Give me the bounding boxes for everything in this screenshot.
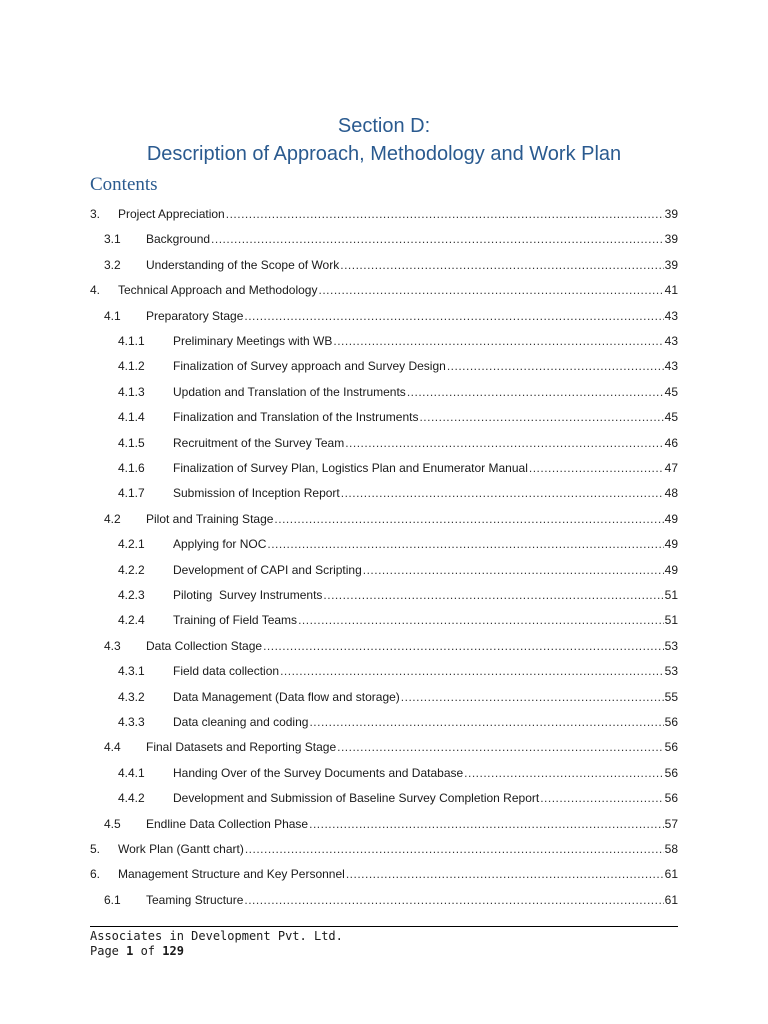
toc-entry[interactable] [118,713,678,731]
toc-entry[interactable] [90,281,678,299]
toc-entry-leader [363,561,664,579]
toc-entry[interactable] [118,561,678,579]
toc-entry-number: 3.1 [104,232,121,247]
toc-entry-page: 57 [664,816,678,831]
section-label: Section D: [337,115,431,137]
toc-entry-title: Field data collection [173,664,280,679]
toc-entry-number: 4.3 [104,638,121,653]
toc-entry-page: 39 [664,257,678,272]
toc-entry-page: 45 [664,384,678,399]
toc-entry-title: Data Collection Stage [146,638,263,653]
toc-entry-page: 48 [664,486,678,501]
toc-entry-leader [244,307,663,325]
toc-entry-number: 6. [90,867,101,882]
toc-entry[interactable] [118,586,678,604]
toc-entry-leader [346,865,664,883]
toc-entry-leader [337,738,664,756]
contents-heading: Contents [90,174,158,195]
toc-entry-number: 4.2.3 [118,588,145,602]
toc-entry[interactable] [104,230,678,248]
toc-entry-page: 43 [664,359,678,374]
footer-page-of: of [133,944,163,958]
toc-entry-number: 4.2.4 [118,613,145,628]
footer-company: Associates in Development Pvt. Ltd. [90,929,343,943]
toc-entry-title: Development of CAPI and Scripting [173,562,362,577]
toc-entry-title: Development and Submission of Baseline Survey Completion Report [173,791,540,806]
toc-entry-number: 4.4 [104,740,121,755]
toc-entry-title: Applying for NOC [173,537,267,552]
toc-entry-number: 4.1.4 [118,410,145,425]
toc-entry-page: 61 [664,892,678,907]
toc-entry-number: 5. [90,842,101,856]
toc-entry-title: Piloting Survey Instruments [173,588,323,602]
toc-entry-number: 4.1.1 [118,334,145,348]
toc-entry-page: 46 [664,435,678,450]
toc-entry-title: Finalization of Survey approach and Survey Design [173,359,446,374]
toc-entry-leader [244,891,663,909]
toc-entry-title: Management Structure and Key Personnel [118,867,345,882]
toc-entry-page: 39 [664,207,678,221]
toc-entry-page: 51 [664,613,678,628]
toc-entry-page: 43 [664,308,678,323]
footer-page-prefix: Page [90,944,127,958]
toc-entry-number: 3.2 [104,257,121,272]
toc-entry-number: 4.4.1 [118,765,145,780]
toc-entry-leader [529,459,664,477]
toc-entry-page: 51 [664,588,678,602]
toc-entry-number: 6.1 [104,892,121,907]
toc-entry[interactable] [104,637,678,655]
toc-entry-title: Background [146,232,211,247]
toc-entry[interactable] [104,738,678,756]
toc-entry-page: 55 [664,689,678,704]
toc-entry-title: Teaming Structure [146,892,244,907]
toc-entry-page: 58 [664,842,678,856]
toc-entry-title: Data Management (Data flow and storage) [173,689,400,704]
toc-entry-page: 56 [664,791,678,806]
toc-entry[interactable] [104,307,678,325]
toc-entry-number: 4.1.5 [118,435,145,450]
toc-entry-leader [323,586,663,604]
toc-entry-page: 56 [664,740,678,755]
toc-entry[interactable] [104,256,678,274]
toc-entry[interactable] [104,891,678,909]
toc-entry-page: 45 [664,410,678,425]
toc-entry-title: Finalization of Survey Plan, Logistics Plan and Enumerator Manual [173,461,528,475]
toc-entry-leader [263,637,664,655]
toc-entry-leader [340,256,663,274]
toc-entry-leader [280,662,664,680]
toc-entry-page: 43 [664,334,678,348]
toc-entry-page: 49 [664,562,678,577]
toc-entry[interactable] [118,789,678,807]
toc-entry-leader [407,383,664,401]
toc-entry-number: 4.2.2 [118,562,145,577]
toc-entry[interactable] [118,357,678,375]
toc-entry-page: 53 [664,664,678,679]
toc-entry-leader [274,510,663,528]
footer-page-total: 129 [162,944,184,958]
toc-entry-title: Updation and Translation of the Instruments [173,384,406,399]
toc-entry-title: Understanding of the Scope of Work [146,257,340,272]
toc-entry[interactable] [118,688,678,706]
toc-entry-title: Preparatory Stage [146,308,244,323]
toc-entry-title: Recruitment of the Survey Team [173,435,345,450]
toc-entry[interactable] [118,662,678,680]
toc-entry-page: 49 [664,537,678,552]
toc-entry-number: 4.3.1 [118,664,145,679]
toc-entry-leader [309,815,664,833]
toc-entry[interactable] [90,840,678,858]
toc-entry-page: 61 [664,867,678,882]
page-footer [90,926,678,959]
toc-entry-title: Submission of Inception Report [173,486,340,501]
toc-entry-number: 4.1.7 [118,486,145,501]
toc-entry-leader [419,408,663,426]
toc-entry-page: 56 [664,765,678,780]
toc-entry[interactable] [118,459,678,477]
toc-entry-leader [226,205,664,223]
toc-entry-leader [211,230,664,248]
toc-entry-leader [267,535,663,553]
toc-entry-number: 4.5 [104,816,121,831]
toc-entry[interactable] [104,510,678,528]
toc-entry[interactable] [118,535,678,553]
toc-entry-page: 53 [664,638,678,653]
footer-page-number [90,944,678,959]
toc-entry-leader [345,434,663,452]
toc-entry-number: 4.2.1 [118,537,145,552]
toc-entry-leader [401,688,664,706]
toc-entry-page: 41 [664,283,678,298]
toc-entry-leader [447,357,664,375]
toc-entry[interactable] [118,383,678,401]
toc-entry-page: 56 [664,715,678,729]
toc-entry-leader [298,611,664,629]
toc-entry-title: Pilot and Training Stage [146,511,274,526]
toc-entry-number: 3. [90,207,101,221]
toc-entry-number: 4.1.2 [118,359,145,374]
toc-entry-title: Work Plan (Gantt chart) [118,842,244,856]
section-title: Description of Approach, Methodology and Work Plan [146,143,622,165]
toc-entry-leader [333,332,663,350]
toc-entry-leader [318,281,663,299]
toc-entry-number: 4.3.3 [118,715,145,729]
toc-entry-number: 4.2 [104,511,121,526]
toc-entry-title: Handing Over of the Survey Documents and Database [173,765,464,780]
toc-entry[interactable] [118,611,678,629]
toc-entry-title: Data cleaning and coding [173,715,309,729]
toc-entry-leader [309,713,663,731]
toc-entry-number: 4.4.2 [118,791,145,806]
toc-entry-leader [464,764,663,782]
footer-page-current: 1 [126,944,134,958]
toc-entry-number: 4.1 [104,308,121,323]
toc-entry-title: Project Appreciation [118,207,225,221]
toc-entry[interactable] [118,484,678,502]
toc-entry-title: Final Datasets and Reporting Stage [146,740,337,755]
toc-entry[interactable] [90,865,678,883]
toc-entry-page: 39 [664,232,678,247]
toc-entry-title: Technical Approach and Methodology [118,283,318,298]
toc-entry[interactable] [118,332,678,350]
toc-entry-leader [245,840,664,858]
toc-entry[interactable] [104,815,678,833]
toc-entry[interactable] [118,434,678,452]
toc-entry-number: 4. [90,283,101,298]
toc-entry-title: Preliminary Meetings with WB [173,334,333,348]
toc-entry-title: Finalization and Translation of the Instruments [173,410,419,425]
toc-entry-title: Endline Data Collection Phase [146,816,309,831]
toc-entry-number: 4.3.2 [118,689,145,704]
toc-entry[interactable] [118,408,678,426]
toc-entry-number: 4.1.3 [118,384,145,399]
toc-entry[interactable] [90,205,678,223]
toc-entry-page: 47 [664,461,678,475]
toc-entry-leader [540,789,663,807]
toc-entry-number: 4.1.6 [118,461,145,475]
toc-entry-leader [341,484,664,502]
toc-entry[interactable] [118,764,678,782]
toc-entry-page: 49 [664,511,678,526]
toc-entry-title: Training of Field Teams [173,613,298,628]
